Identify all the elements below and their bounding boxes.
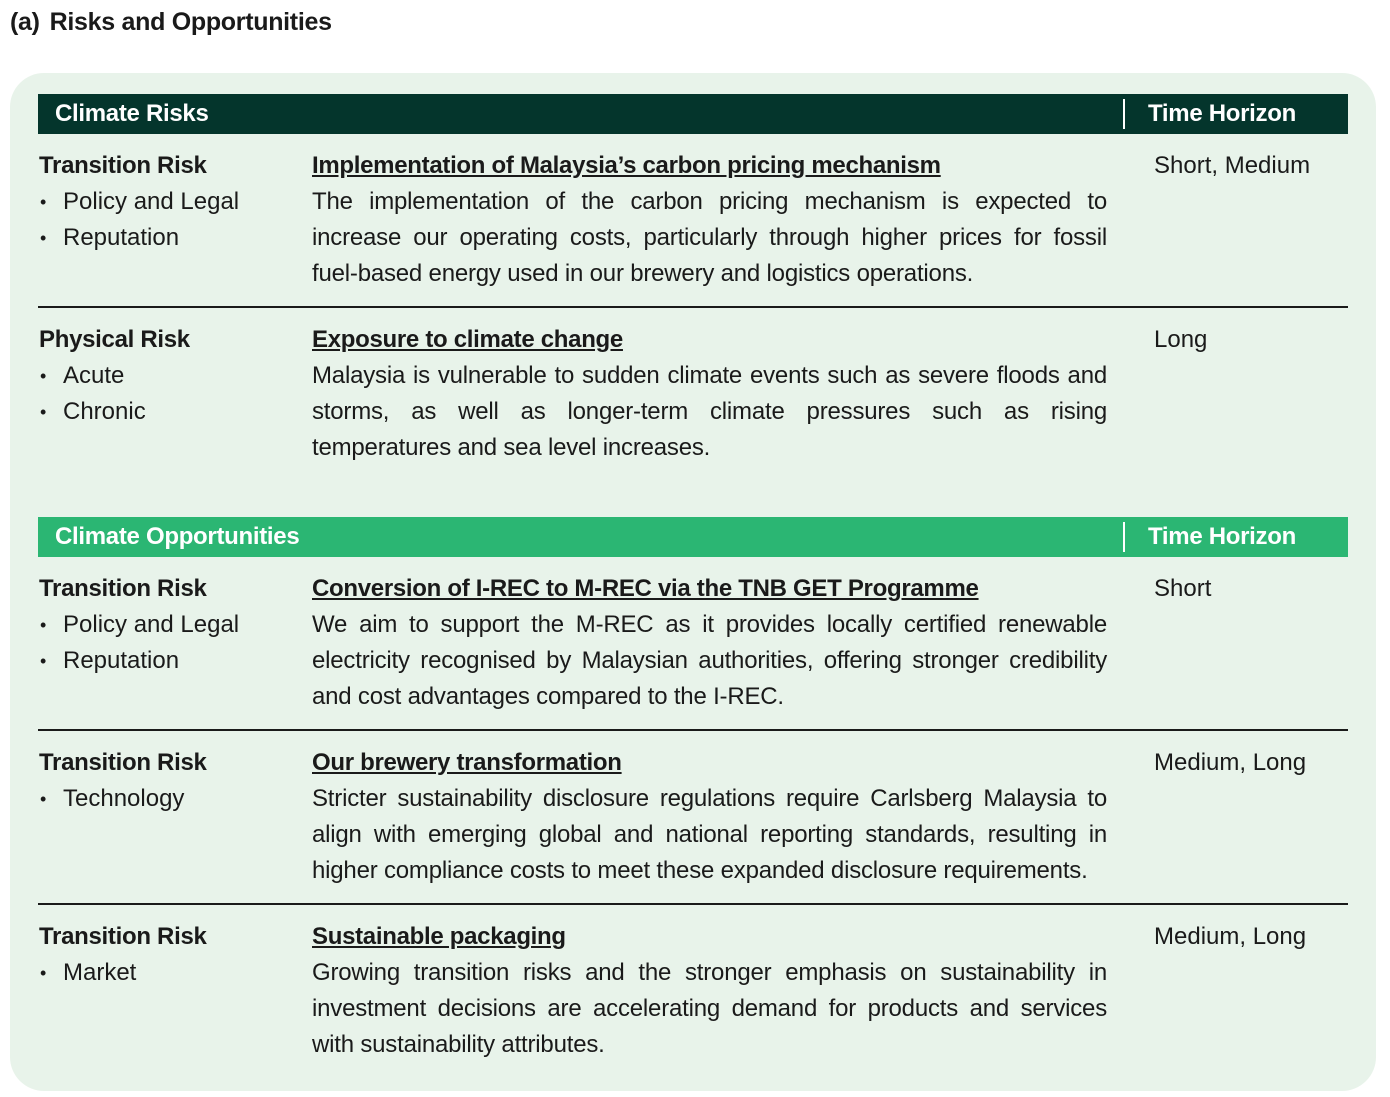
- table-row: [38, 905, 1348, 1077]
- opportunity-category-cell: [38, 919, 312, 1063]
- time-horizon-value: Medium, Long: [1154, 923, 1307, 950]
- list-item: • Reputation: [39, 643, 312, 679]
- opportunity-bullet-list: [39, 955, 312, 991]
- list-item: • Acute: [39, 358, 312, 394]
- opportunity-bullet-list: [39, 781, 312, 817]
- risk-category: Transition Risk: [39, 152, 207, 179]
- section-title: Risks and Opportunities: [49, 8, 332, 36]
- climate-risks-table: [38, 94, 1348, 480]
- time-horizon-header-label: Time Horizon: [1123, 522, 1348, 552]
- climate-risks-header-label: Climate Risks: [55, 100, 209, 127]
- climate-opportunities-header-label: Climate Opportunities: [55, 523, 300, 550]
- opportunity-text: Stricter sustainability disclosure regulations require Carlsberg Malaysia to align with emerging global and national reporting standards, resulting in higher compliance costs to meet these expanded disclosure requirements.: [312, 785, 1107, 884]
- list-item: • Technology: [39, 781, 312, 817]
- table-row: [38, 557, 1348, 731]
- time-horizon-value: Short, Medium: [1154, 152, 1311, 179]
- risk-description-cell: [312, 322, 1107, 466]
- section-number: (a): [10, 8, 40, 36]
- list-item: • Policy and Legal: [39, 607, 312, 643]
- list-item: • Market: [39, 955, 312, 991]
- table-row: [38, 134, 1348, 308]
- time-horizon-value: Short: [1154, 575, 1212, 602]
- opportunity-description-cell: [312, 919, 1107, 1063]
- risk-category-cell: [38, 148, 312, 292]
- opportunity-bullet-list: [39, 607, 312, 679]
- table-row: [38, 731, 1348, 905]
- opportunity-title: Conversion of I-REC to M-REC via the TNB GET Programme: [312, 575, 979, 602]
- list-item: • Reputation: [39, 220, 312, 256]
- opportunity-category-cell: [38, 571, 312, 715]
- opportunity-text: We aim to support the M-REC as it provides locally certified renewable electricity recognised by Malaysian authorities, offering stronger credibility and cost advantages compared to the I-REC.: [312, 611, 1107, 710]
- opportunity-text: Growing transition risks and the stronger emphasis on sustainability in investment decisions are accelerating demand for products and services with sustainability attributes.: [312, 959, 1107, 1058]
- climate-opportunities-header: [38, 517, 1348, 557]
- opportunity-title: Our brewery transformation: [312, 749, 622, 776]
- risk-text: The implementation of the carbon pricing mechanism is expected to increase our operating costs, particularly through higher prices for fossil fuel-based energy used in our brewery and logistics operations.: [312, 188, 1107, 287]
- time-horizon-value: Long: [1154, 326, 1208, 353]
- time-horizon-header-label: Time Horizon: [1123, 99, 1348, 129]
- table-row: [38, 308, 1348, 480]
- opportunity-title: Sustainable packaging: [312, 923, 566, 950]
- risk-bullet-list: [39, 358, 312, 430]
- opportunity-description-cell: [312, 745, 1107, 889]
- time-horizon-value: Medium, Long: [1154, 749, 1307, 776]
- risk-title: Exposure to climate change: [312, 326, 623, 353]
- risk-title: Implementation of Malaysia’s carbon pricing mechanism: [312, 152, 941, 179]
- risk-category: Physical Risk: [39, 326, 190, 353]
- opportunity-category-cell: [38, 745, 312, 889]
- list-item: • Policy and Legal: [39, 184, 312, 220]
- risk-bullet-list: [39, 184, 312, 256]
- opportunity-category: Transition Risk: [39, 749, 207, 776]
- section-heading: [10, 8, 332, 37]
- list-item: • Chronic: [39, 394, 312, 430]
- opportunity-category: Transition Risk: [39, 923, 207, 950]
- climate-risks-header: [38, 94, 1348, 134]
- opportunity-category: Transition Risk: [39, 575, 207, 602]
- risk-text: Malaysia is vulnerable to sudden climate events such as severe floods and storms, as well as longer-term climate pressures such as rising temperatures and sea level increases.: [312, 362, 1107, 461]
- climate-opportunities-table: [38, 517, 1348, 1077]
- risks-opportunities-panel: [10, 73, 1376, 1091]
- opportunity-description-cell: [312, 571, 1107, 715]
- risk-description-cell: [312, 148, 1107, 292]
- risk-category-cell: [38, 322, 312, 466]
